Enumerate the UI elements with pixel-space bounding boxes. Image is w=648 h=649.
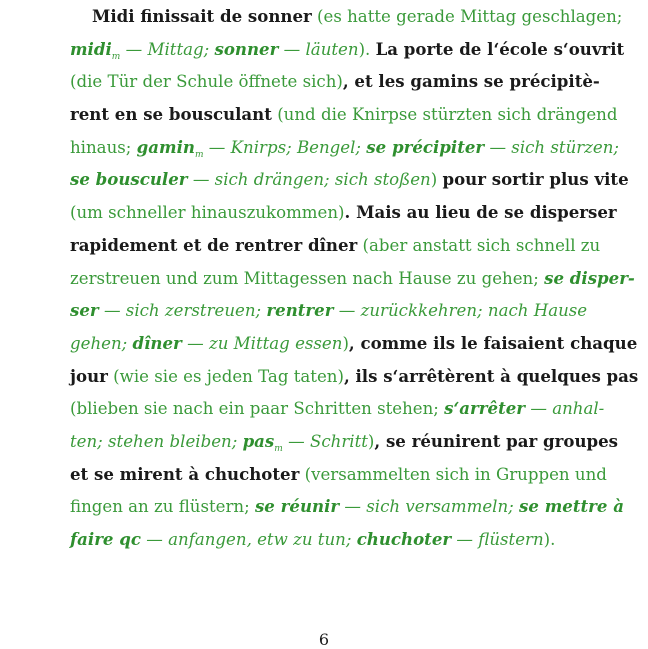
french-text: La porte de l‘école s‘ouvrit — [375, 38, 625, 59]
french-text: rent en se bousculant — [70, 104, 272, 125]
gender-marker: m — [111, 51, 121, 62]
text-line-2 — [70, 33, 625, 66]
text-line-17 — [70, 523, 582, 556]
text-line-3 — [70, 65, 600, 98]
glossary-definition: — sich stürzen; — [489, 137, 620, 157]
french-text: pour sortir plus vite — [442, 169, 629, 190]
glossary-definition: — sich drängen; sich stoßen — [192, 170, 431, 190]
german-translation: fingen an zu flüstern; — [70, 497, 250, 517]
german-translation: (aber anstatt sich schnell zu — [362, 235, 601, 255]
glossary-headword: se précipiter — [366, 136, 485, 157]
german-translation: (und die Knirpse stürzten sich drängend — [277, 105, 618, 125]
gender-marker: m — [194, 149, 204, 160]
french-text: Midi finissait de sonner — [92, 6, 312, 26]
glossary-headword: gamin — [136, 136, 195, 157]
french-text: et se mirent à chuchoter — [70, 463, 300, 484]
text-line-14 — [70, 425, 619, 458]
text-line-13 — [70, 392, 605, 425]
french-text: . Mais au lieu de se disperser — [344, 202, 617, 223]
text-line-11 — [70, 327, 638, 360]
french-text: rapidement et de rentrer dîner — [70, 234, 358, 255]
glossary-headword: sonner — [214, 38, 279, 59]
french-text: , se réunirent par groupes — [374, 430, 619, 451]
german-translation: zerstreuen und zum Mittagessen nach Hause zu gehen; — [70, 268, 539, 288]
glossary-definition: — Knirps; Bengel; — [208, 137, 362, 157]
glossary-definition: — Mittag; — [125, 39, 210, 59]
page-number: 6 — [318, 630, 330, 649]
text-line-5 — [70, 131, 620, 164]
text-line-8 — [70, 229, 601, 262]
bilingual-paragraph — [70, 0, 639, 556]
german-translation: (versammelten sich in Gruppen und — [304, 464, 607, 484]
glossary-definition: — sich zerstreuen; — [103, 301, 262, 321]
german-translation: (um schneller hinauszukommen) — [70, 203, 345, 223]
text-line-6 — [70, 163, 629, 196]
glossary-definition: — flüstern — [456, 530, 544, 549]
text-line-12 — [70, 360, 639, 393]
german-translation: (die Tür der Schule öffnete sich) — [70, 72, 343, 92]
glossary-headword: se bousculer — [70, 169, 188, 190]
german-translation: (es hatte gerade Mittag geschlagen; — [317, 7, 623, 26]
text-line-1 — [70, 0, 623, 33]
glossary-headword: chuchoter — [356, 529, 452, 549]
glossary-definition: — anhal- — [530, 399, 605, 419]
glossary-headword: s‘arrêter — [444, 398, 526, 419]
german-translation: ) — [430, 170, 438, 190]
glossary-headword: rentrer — [266, 300, 334, 321]
german-translation: ) — [342, 333, 349, 353]
text-line-10 — [70, 294, 588, 327]
text-line-15 — [70, 458, 607, 491]
glossary-headword: midi — [70, 38, 112, 59]
french-text: , et les gamins se précipitè- — [342, 71, 600, 92]
glossary-headword: dîner — [132, 332, 182, 353]
german-translation: ) — [367, 431, 375, 451]
glossary-headword: se disper- — [544, 267, 635, 288]
glossary-definition: — zurückkehren; nach Hause — [338, 301, 588, 321]
glossary-definition: — Schritt — [288, 431, 368, 451]
glossary-headword: se réunir — [254, 496, 340, 517]
glossary-definition: — läuten — [283, 39, 359, 59]
glossary-definition: ten; stehen bleiben; — [70, 431, 238, 451]
german-translation: ). — [543, 530, 556, 549]
glossary-headword: pas — [242, 430, 275, 451]
glossary-headword: se mettre à — [519, 496, 624, 517]
text-line-4 — [70, 98, 618, 131]
german-translation: ). — [358, 39, 371, 59]
german-translation: (blieben sie nach ein paar Schritten stehen; — [70, 399, 439, 419]
glossary-definition: gehen; — [70, 333, 128, 353]
glossary-definition: — zu Mittag essen — [187, 333, 343, 353]
glossary-definition: — anfangen, etw zu tun; — [146, 530, 352, 549]
german-translation: (wie sie es jeden Tag taten) — [113, 366, 344, 386]
glossary-definition: — sich versammeln; — [344, 497, 514, 517]
french-text: jour — [70, 365, 108, 386]
french-text: , comme ils le faisaient chaque — [348, 332, 638, 353]
text-line-9 — [70, 262, 635, 295]
glossary-headword: faire qc — [70, 529, 141, 549]
gender-marker: m — [274, 443, 283, 454]
german-translation: hinaus; — [70, 137, 132, 157]
text-line-7 — [70, 196, 617, 229]
french-text: , ils s‘arrêtèrent à quelques pas — [343, 365, 639, 386]
text-line-16 — [70, 490, 624, 523]
glossary-headword: ser — [70, 300, 99, 321]
